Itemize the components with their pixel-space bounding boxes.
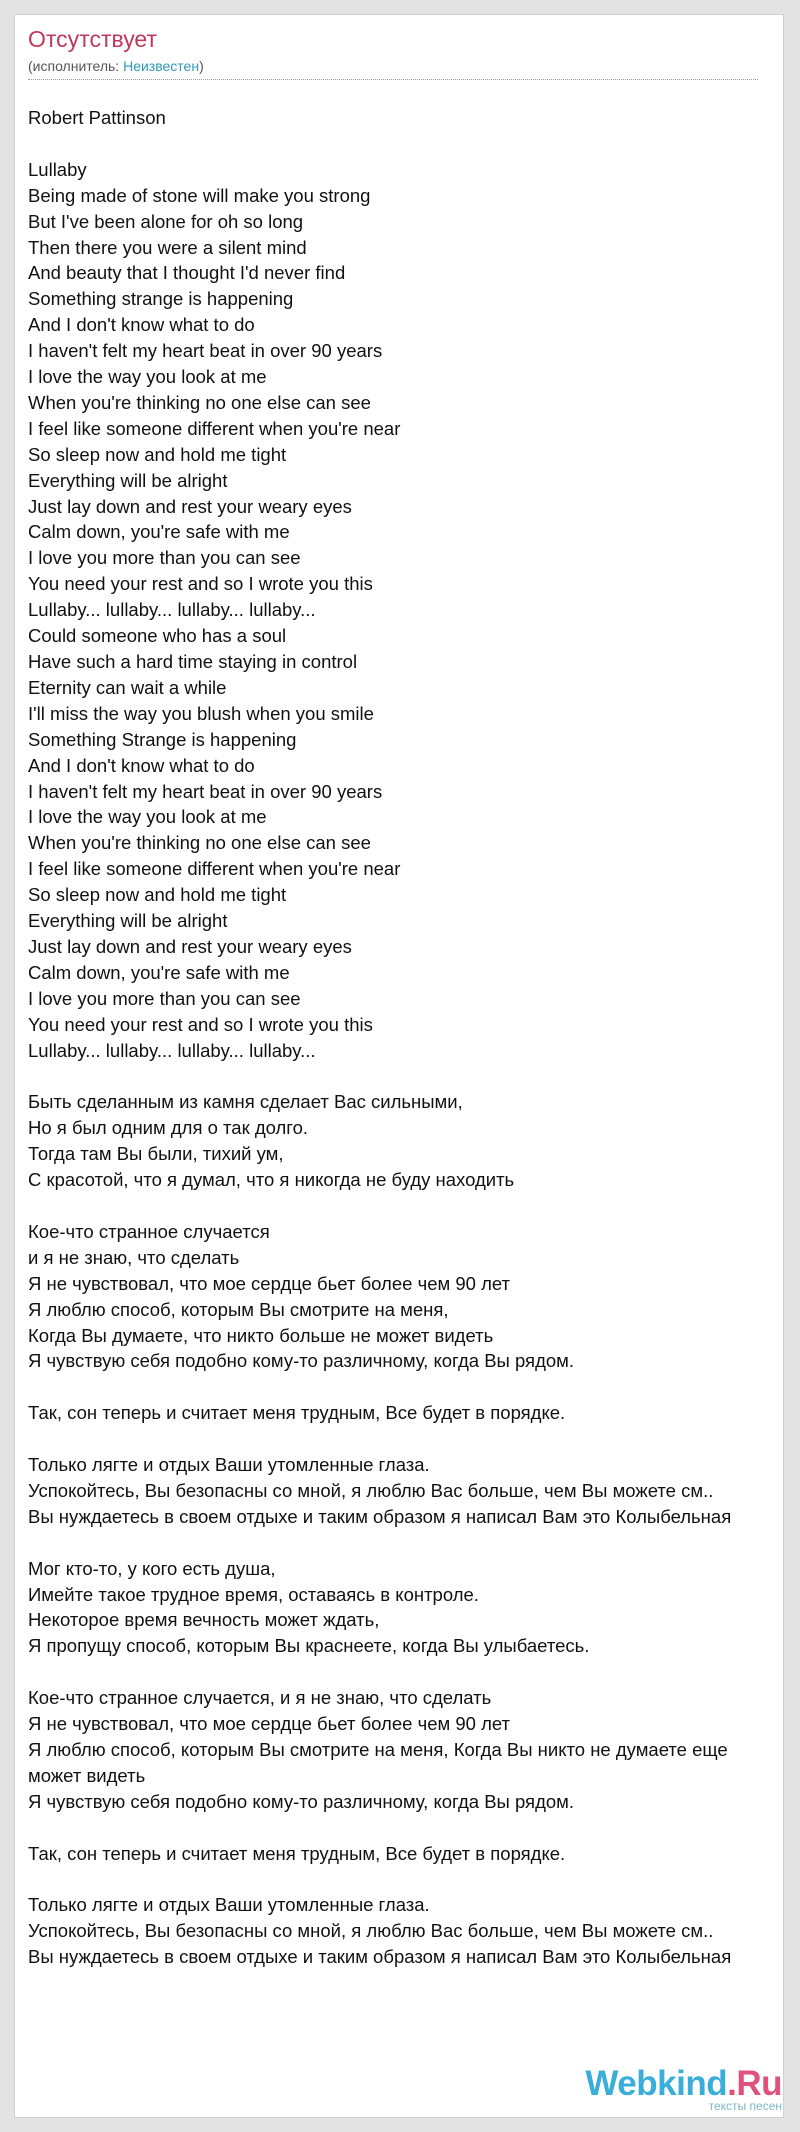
lyrics-line: So sleep now and hold me tight — [28, 884, 287, 906]
lyrics-line: Something Strange is happening — [28, 728, 297, 750]
lyrics-line: I love the way you look at me — [28, 806, 267, 828]
lyrics-line: Вы нуждаетесь в своем отдыхе и таким образом я написал Вам это Колыбельная — [28, 1946, 732, 1968]
lyrics-line: Я чувствую себя подобно кому-то различному, когда Вы рядом. — [28, 1790, 575, 1812]
lyrics-line: Кое-что странное случается — [28, 1220, 270, 1242]
lyrics-line: And I don't know what to do — [28, 754, 255, 776]
lyrics-line: Eternity can wait a while — [28, 676, 227, 698]
logo-word: Webkind — [585, 2064, 728, 2103]
lyrics-line: So sleep now and hold me tight — [28, 443, 287, 465]
logo-tagline: тексты песен — [708, 2099, 782, 2113]
performer-link[interactable]: Неизвестен — [123, 58, 200, 74]
lyrics-blank-line — [28, 1064, 758, 1090]
lyrics-line: Только лягте и отдых Ваши утомленные глаза. — [28, 1454, 430, 1476]
lyrics-line: Успокойтесь, Вы безопасны со мной, я люблю Вас больше, чем Вы можете см.. — [28, 1920, 714, 1942]
lyrics-line: Мог кто-то, у кого есть душа, — [28, 1557, 276, 1579]
lyrics-line: Так, сон теперь и считает меня трудным, Все будет в порядке. — [28, 1402, 566, 1424]
lyrics-line: Вы нуждаетесь в своем отдыхе и таким образом я написал Вам это Колыбельная — [28, 1505, 732, 1527]
lyrics-line: Я не чувствовал, что мое сердце бьет более чем 90 лет — [28, 1272, 511, 1294]
lyrics-line: And beauty that I thought I'd never find — [28, 262, 346, 284]
lyrics-line: Так, сон теперь и считает меня трудным, Все будет в порядке. — [28, 1842, 566, 1864]
lyrics-line: Something strange is happening — [28, 288, 294, 310]
lyrics-blank-line — [28, 1867, 758, 1893]
logo-suffix: .Ru — [727, 2064, 782, 2103]
lyrics-line: Lullaby... lullaby... lullaby... lullaby... — [28, 1039, 316, 1061]
lyrics-line: Я люблю способ, которым Вы смотрите на меня, — [28, 1298, 449, 1320]
lyrics-line: I haven't felt my heart beat in over 90 years — [28, 780, 383, 802]
lyrics-blank-line — [28, 1193, 758, 1219]
lyrics-line: Calm down, you're safe with me — [28, 961, 290, 983]
lyrics-line: Being made of stone will make you strong — [28, 184, 371, 206]
performer-line — [28, 59, 204, 73]
lyrics-line: But I've been alone for oh so long — [28, 210, 304, 232]
lyrics-line: Кое-что странное случается, и я не знаю, что сделать — [28, 1687, 492, 1709]
lyrics-line: Everything will be alright — [28, 469, 228, 491]
lyrics-line: I feel like someone different when you're near — [28, 858, 401, 880]
lyrics-line: Have such a hard time staying in control — [28, 651, 358, 673]
lyrics-line: I love the way you look at me — [28, 366, 267, 388]
lyrics-line: Everything will be alright — [28, 910, 228, 932]
lyrics-line: Имейте такое трудное время, оставаясь в контроле. — [28, 1583, 479, 1605]
lyrics-line: You need your rest and so I wrote you this — [28, 1013, 373, 1035]
lyrics-line: I haven't felt my heart beat in over 90 years — [28, 340, 383, 362]
lyrics-blank-line — [28, 1374, 758, 1400]
logo-wordmark — [585, 2066, 782, 2101]
song-title: Отсутствует — [28, 26, 157, 52]
lyrics-line: Но я был одним для о так долго. — [28, 1117, 309, 1139]
header-divider — [28, 79, 758, 80]
lyrics-line: Then there you were a silent mind — [28, 236, 307, 258]
lyrics-line: And I don't know what to do — [28, 314, 255, 336]
lyrics-line: I love you more than you can see — [28, 987, 301, 1009]
lyrics-line: Lullaby... lullaby... lullaby... lullaby... — [28, 599, 316, 621]
lyrics-line: Calm down, you're safe with me — [28, 521, 290, 543]
lyrics-line: Robert Pattinson — [28, 107, 166, 128]
lyrics-line: С красотой, что я думал, что я никогда не буду находить — [28, 1169, 515, 1191]
performer-prefix: (исполнитель: — [28, 58, 124, 74]
lyrics-line: Just lay down and rest your weary eyes — [28, 495, 352, 517]
lyrics-blank-line — [28, 1426, 758, 1452]
lyrics-line: Тогда там Вы были, тихий ум, — [28, 1143, 284, 1165]
lyrics-body — [28, 105, 758, 1970]
lyrics-line: I feel like someone different when you're near — [28, 417, 401, 439]
lyrics-line: I'll miss the way you blush when you smile — [28, 702, 374, 724]
lyrics-line: Быть сделанным из камня сделает Вас сильными, — [28, 1091, 463, 1113]
lyrics-line: Некоторое время вечность может ждать, — [28, 1609, 380, 1631]
lyrics-blank-line — [28, 131, 758, 157]
lyrics-line: When you're thinking no one else can see — [28, 391, 371, 413]
lyrics-line: и я не знаю, что сделать — [28, 1246, 240, 1268]
lyrics-blank-line — [28, 1530, 758, 1556]
lyrics-line: Я чувствую себя подобно кому-то различному, когда Вы рядом. — [28, 1350, 575, 1372]
lyrics-line: When you're thinking no one else can see — [28, 832, 371, 854]
lyrics-blank-line — [28, 1659, 758, 1685]
lyrics-line: Когда Вы думаете, что никто больше не может видеть — [28, 1324, 494, 1346]
performer-suffix: ) — [199, 58, 204, 74]
lyrics-line: Только лягте и отдых Ваши утомленные глаза. — [28, 1894, 430, 1916]
lyrics-line: You need your rest and so I wrote you this — [28, 573, 373, 595]
lyrics-line: Lullaby — [28, 158, 87, 180]
lyrics-line: Я люблю способ, которым Вы смотрите на меня, Когда Вы никто не думаете еще может видеть — [28, 1738, 728, 1786]
lyrics-blank-line — [28, 1815, 758, 1841]
lyrics-line: Just lay down and rest your weary eyes — [28, 935, 352, 957]
lyrics-line: I love you more than you can see — [28, 547, 301, 569]
lyrics-line: Could someone who has a soul — [28, 625, 287, 647]
lyrics-line: Успокойтесь, Вы безопасны со мной, я люблю Вас больше, чем Вы можете см.. — [28, 1479, 714, 1501]
lyrics-line: Я не чувствовал, что мое сердце бьет более чем 90 лет — [28, 1713, 511, 1735]
lyrics-line: Я пропущу способ, которым Вы краснеете, когда Вы улыбаетесь. — [28, 1635, 590, 1657]
site-logo[interactable] — [585, 2066, 782, 2112]
